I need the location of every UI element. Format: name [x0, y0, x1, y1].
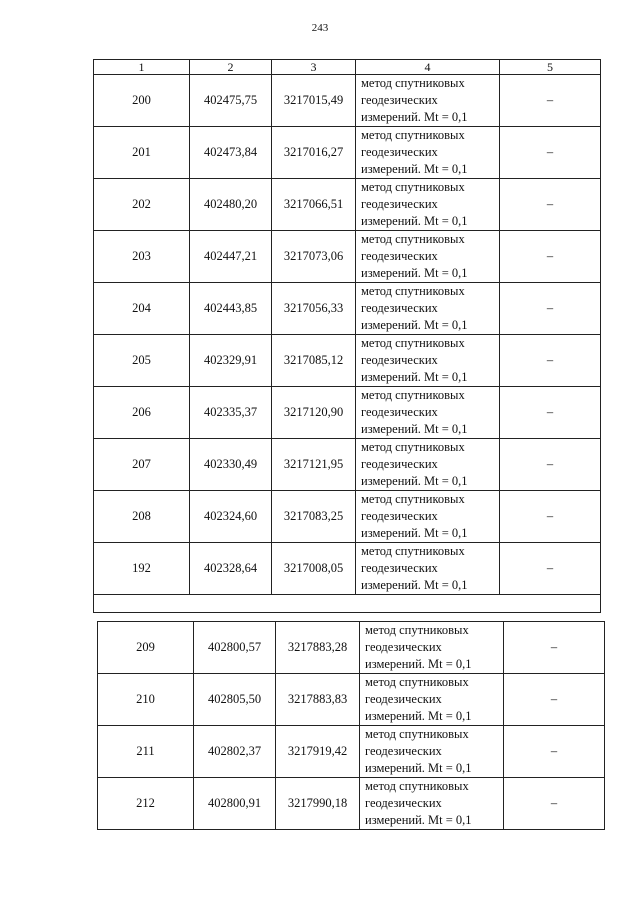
point-number-cell: 201 [94, 127, 190, 179]
method-cell [356, 75, 500, 127]
table-row [94, 231, 601, 283]
method-cell [356, 179, 500, 231]
coordinate-y-cell: 3217056,33 [272, 283, 356, 335]
method-cell [356, 387, 500, 439]
coordinate-y-cell: 3217883,83 [276, 674, 360, 726]
note-cell: – [500, 75, 601, 127]
table-row [98, 674, 605, 726]
header-cell: 1 [94, 60, 190, 75]
note-cell: – [500, 335, 601, 387]
point-number-cell: 210 [98, 674, 194, 726]
coordinate-x-cell: 402480,20 [190, 179, 272, 231]
coordinate-x-cell: 402443,85 [190, 283, 272, 335]
coordinate-y-cell: 3217919,42 [276, 726, 360, 778]
method-text-line: измерений. Mt = 0,1 [361, 162, 468, 176]
note-cell: – [500, 543, 601, 595]
method-text-line: геодезических [365, 796, 442, 810]
method-text-line: метод спутниковых [361, 180, 465, 194]
method-text-line: измерений. Mt = 0,1 [361, 578, 468, 592]
method-text-line: метод спутниковых [361, 336, 465, 350]
note-cell: – [500, 179, 601, 231]
table-row [94, 491, 601, 543]
method-text-line: геодезических [365, 640, 442, 654]
method-text-line: метод спутниковых [361, 232, 465, 246]
coordinate-y-cell: 3217990,18 [276, 778, 360, 830]
method-text-line: геодезических [361, 509, 438, 523]
coordinate-y-cell: 3217066,51 [272, 179, 356, 231]
note-cell: – [500, 439, 601, 491]
header-cell: 2 [190, 60, 272, 75]
note-cell: – [500, 387, 601, 439]
method-cell [356, 127, 500, 179]
method-text-line: измерений. Mt = 0,1 [361, 110, 468, 124]
method-text-line: измерений. Mt = 0,1 [365, 657, 472, 671]
point-number-cell: 192 [94, 543, 190, 595]
note-cell: – [504, 778, 605, 830]
method-cell [356, 335, 500, 387]
coordinate-x-cell: 402805,50 [194, 674, 276, 726]
method-cell [356, 231, 500, 283]
method-cell [360, 726, 504, 778]
method-cell [360, 622, 504, 674]
coordinate-y-cell: 3217883,28 [276, 622, 360, 674]
table-header-row [94, 60, 601, 75]
coordinate-x-cell: 402800,91 [194, 778, 276, 830]
coordinate-x-cell: 402473,84 [190, 127, 272, 179]
method-text-line: геодезических [361, 249, 438, 263]
header-cell: 5 [500, 60, 601, 75]
point-number-cell: 211 [98, 726, 194, 778]
coordinate-y-cell: 3217008,05 [272, 543, 356, 595]
method-text-line: геодезических [361, 405, 438, 419]
method-text-line: геодезических [361, 353, 438, 367]
note-cell: – [500, 231, 601, 283]
point-number-cell: 205 [94, 335, 190, 387]
point-number-cell: 207 [94, 439, 190, 491]
coordinate-x-cell: 402329,91 [190, 335, 272, 387]
method-text-line: геодезических [361, 145, 438, 159]
method-text-line: метод спутниковых [365, 727, 469, 741]
coordinate-x-cell: 402475,75 [190, 75, 272, 127]
point-number-cell: 204 [94, 283, 190, 335]
method-text-line: измерений. Mt = 0,1 [361, 214, 468, 228]
method-text-line: метод спутниковых [361, 76, 465, 90]
method-text-line: метод спутниковых [365, 675, 469, 689]
point-number-cell: 209 [98, 622, 194, 674]
point-number-cell: 208 [94, 491, 190, 543]
coordinate-y-cell: 3217085,12 [272, 335, 356, 387]
method-cell [356, 439, 500, 491]
coordinate-x-cell: 402330,49 [190, 439, 272, 491]
table-row [98, 622, 605, 674]
method-text-line: метод спутниковых [361, 492, 465, 506]
method-text-line: измерений. Mt = 0,1 [365, 709, 472, 723]
point-number-cell: 206 [94, 387, 190, 439]
coordinate-y-cell: 3217120,90 [272, 387, 356, 439]
method-text-line: измерений. Mt = 0,1 [361, 266, 468, 280]
coordinate-y-cell: 3217016,27 [272, 127, 356, 179]
method-text-line: метод спутниковых [361, 284, 465, 298]
coordinate-y-cell: 3217073,06 [272, 231, 356, 283]
method-text-line: геодезических [361, 301, 438, 315]
method-text-line: метод спутниковых [361, 388, 465, 402]
note-cell: – [504, 622, 605, 674]
method-text-line: геодезических [361, 457, 438, 471]
note-cell: – [500, 127, 601, 179]
coordinate-x-cell: 402328,64 [190, 543, 272, 595]
method-cell [360, 674, 504, 726]
method-text-line: метод спутниковых [361, 440, 465, 454]
coordinate-y-cell: 3217083,25 [272, 491, 356, 543]
coordinate-y-cell: 3217015,49 [272, 75, 356, 127]
method-text-line: измерений. Mt = 0,1 [365, 813, 472, 827]
point-number-cell: 203 [94, 231, 190, 283]
method-cell [356, 543, 500, 595]
method-text-line: измерений. Mt = 0,1 [361, 422, 468, 436]
point-number-cell: 212 [98, 778, 194, 830]
method-text-line: измерений. Mt = 0,1 [361, 318, 468, 332]
table-row [94, 283, 601, 335]
coordinate-y-cell: 3217121,95 [272, 439, 356, 491]
coordinate-x-cell: 402800,57 [194, 622, 276, 674]
coordinate-x-cell: 402802,37 [194, 726, 276, 778]
coordinates-table [93, 59, 601, 613]
method-text-line: геодезических [361, 197, 438, 211]
table-row [94, 179, 601, 231]
table-row [94, 335, 601, 387]
method-text-line: метод спутниковых [361, 544, 465, 558]
method-text-line: геодезических [365, 744, 442, 758]
method-text-line: метод спутниковых [365, 779, 469, 793]
separator-cell [94, 595, 601, 613]
table-row [94, 543, 601, 595]
method-text-line: геодезических [361, 561, 438, 575]
note-cell: – [504, 674, 605, 726]
table-row [94, 75, 601, 127]
note-cell: – [504, 726, 605, 778]
header-cell: 3 [272, 60, 356, 75]
method-text-line: измерений. Mt = 0,1 [361, 526, 468, 540]
method-text-line: геодезических [361, 93, 438, 107]
note-cell: – [500, 283, 601, 335]
method-text-line: измерений. Mt = 0,1 [365, 761, 472, 775]
method-cell [360, 778, 504, 830]
header-cell: 4 [356, 60, 500, 75]
page-number: 243 [311, 22, 329, 34]
table-row [94, 127, 601, 179]
coordinate-x-cell: 402324,60 [190, 491, 272, 543]
table-row [98, 726, 605, 778]
method-cell [356, 283, 500, 335]
table-row [94, 387, 601, 439]
point-number-cell: 202 [94, 179, 190, 231]
coordinates-table-continued [97, 621, 605, 830]
note-cell: – [500, 491, 601, 543]
table-row [94, 439, 601, 491]
separator-row [94, 595, 601, 613]
point-number-cell: 200 [94, 75, 190, 127]
method-text-line: метод спутниковых [361, 128, 465, 142]
method-text-line: метод спутниковых [365, 623, 469, 637]
table-row [98, 778, 605, 830]
method-cell [356, 491, 500, 543]
method-text-line: измерений. Mt = 0,1 [361, 474, 468, 488]
method-text-line: измерений. Mt = 0,1 [361, 370, 468, 384]
coordinate-x-cell: 402447,21 [190, 231, 272, 283]
coordinate-x-cell: 402335,37 [190, 387, 272, 439]
method-text-line: геодезических [365, 692, 442, 706]
